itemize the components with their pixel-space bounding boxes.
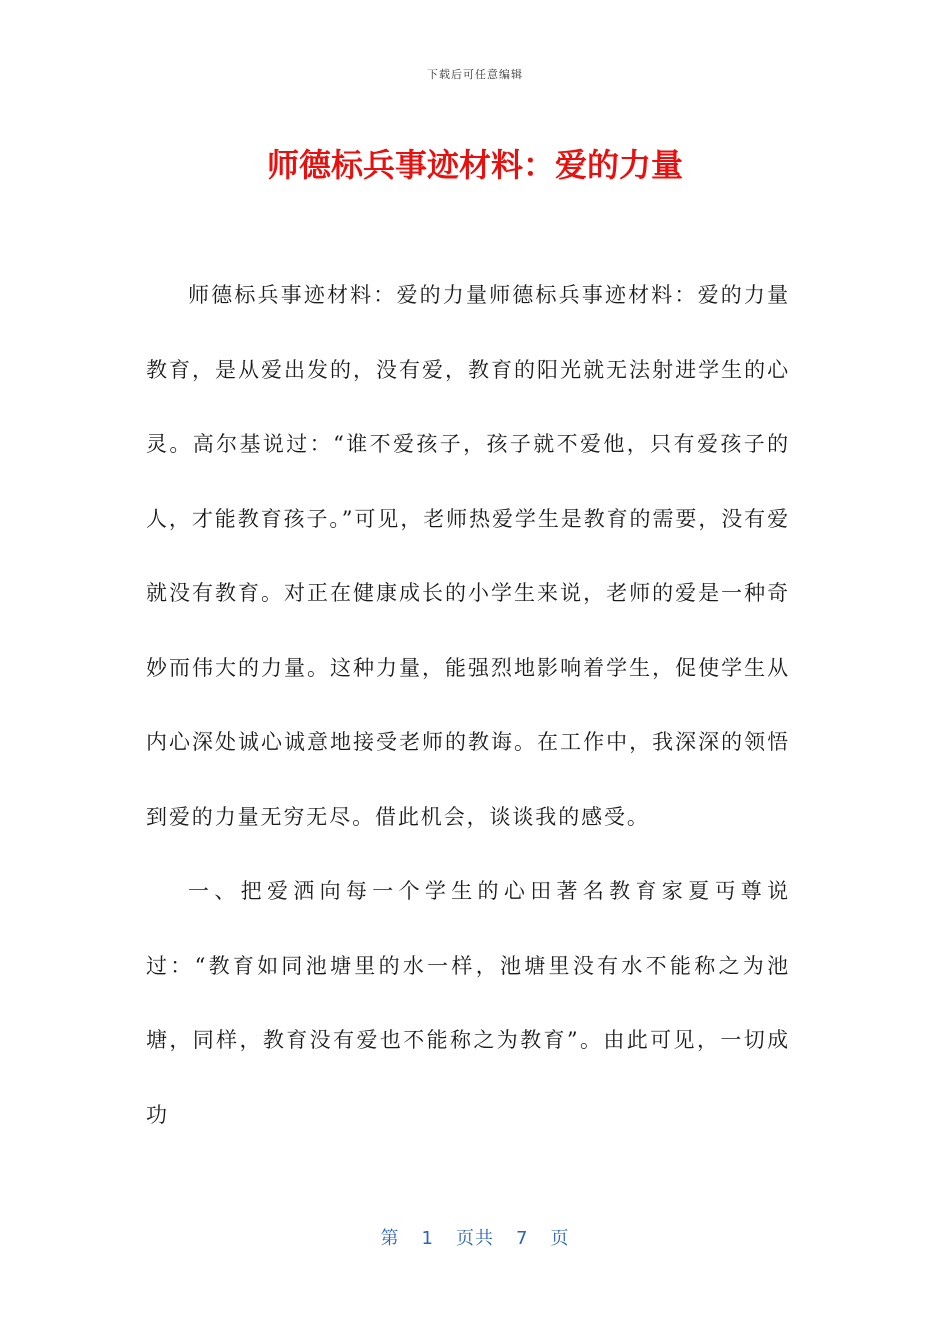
footer-suffix: 页 — [550, 1228, 570, 1249]
paragraph: 师德标兵事迹材料：爱的力量师德标兵事迹材料：爱的力量教育，是从爱出发的，没有爱，教育的阳光就无法射进学生的心灵。高尔基说过：“谁不爱孩子，孩子就不爱他，只有爱孩子的人，才能教育孩子。”可见，老师热爱学生是教育的需要，没有爱就没有教育。对正在健康成长的小学生来说，老师的爱是一种奇妙而伟大的力量。这种力量，能强烈地影响着学生，促使学生从内心深处诚心诚意地接受老师的教诲。在工作中，我深深的领悟到爱的力量无穷无尽。借此机会，谈谈我的感受。 — [146, 283, 790, 829]
paragraph: 一、把爱洒向每一个学生的心田著名教育家夏丏尊说过：“教育如同池塘里的水一样，池塘里没有水不能称之为池塘，同样，教育没有爱也不能称之为教育”。由此可见，一切成功 — [146, 879, 790, 1127]
footer-middle: 页共 — [456, 1228, 494, 1249]
page-footer — [0, 1224, 950, 1250]
footer-prefix: 第 — [380, 1228, 400, 1249]
document-body — [146, 258, 790, 1152]
document-title: 师德标兵事迹材料：爱的力量 — [266, 146, 683, 184]
header-note: 下载后可任意编辑 — [427, 68, 523, 81]
footer-current-page: 1 — [421, 1228, 434, 1249]
footer-total-pages: 7 — [516, 1228, 529, 1249]
